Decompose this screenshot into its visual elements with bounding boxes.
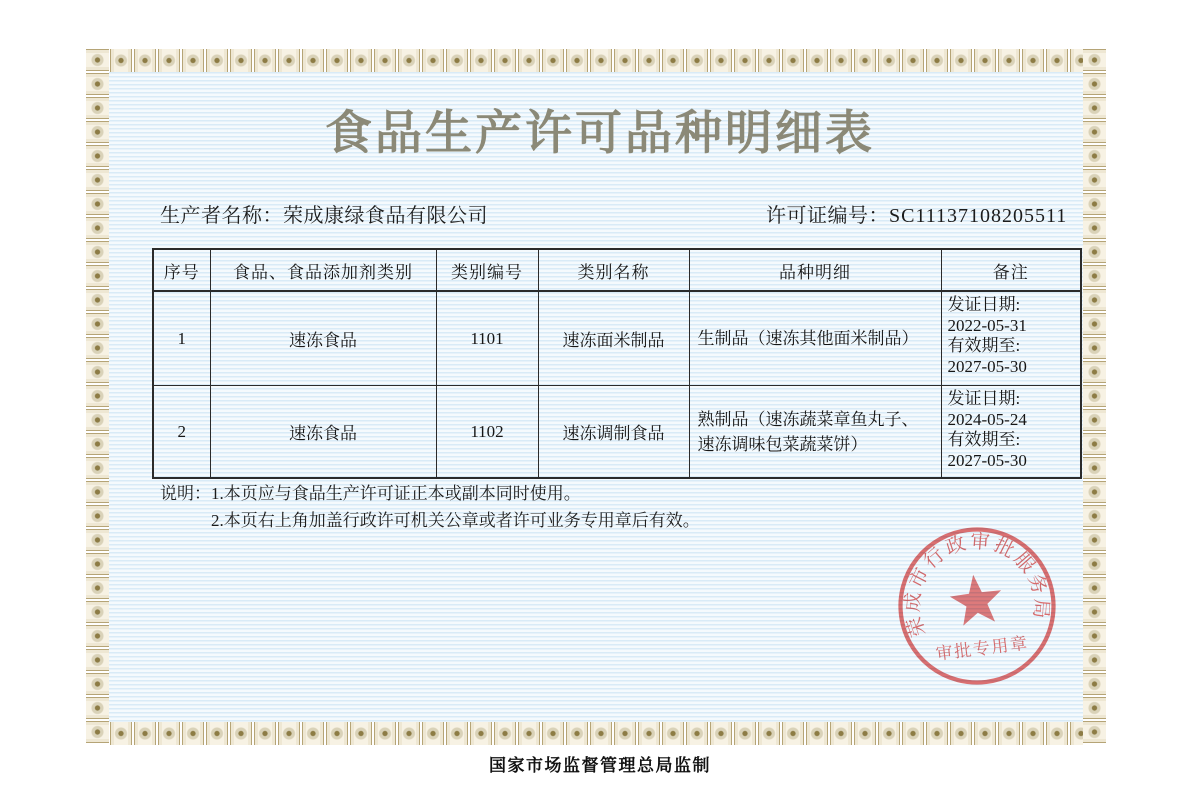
remark-line: 2027-05-30 [947, 450, 1027, 470]
remark-line: 有效期至: [947, 336, 1021, 355]
remark-line: 2024-05-24 [947, 409, 1027, 429]
col-header-remark: 备注 [941, 249, 1081, 291]
stamp-star-icon [948, 572, 1005, 627]
producer-line [160, 199, 488, 228]
license-detail-table [152, 248, 1082, 479]
decorative-border-top [86, 49, 1106, 72]
remark-line: 发证日期: [947, 389, 1021, 408]
license-value: SC11137108205511 [889, 205, 1068, 227]
cell-seq: 2 [153, 386, 210, 479]
decorative-border-bottom [86, 722, 1106, 745]
col-header-seq: 序号 [153, 249, 210, 291]
official-stamp [892, 521, 1062, 691]
stamp-center-text: 审批专用章 [934, 633, 1030, 664]
remark-line: 2022-05-31 [947, 315, 1027, 335]
remark-line: 发证日期: [947, 295, 1021, 314]
note-line-1: 1.本页应与食品生产许可证正本或副本同时使用。 [211, 484, 581, 503]
cell-remark [941, 291, 1081, 386]
footer-text: 国家市场监督管理总局监制 [489, 756, 711, 775]
remark-line: 2027-05-30 [947, 356, 1027, 376]
cell-seq: 1 [153, 291, 210, 386]
cell-code: 1102 [436, 386, 538, 479]
license-number-line [766, 199, 1067, 228]
cell-remark [941, 386, 1081, 479]
table-header-row [153, 249, 1081, 291]
col-header-code: 类别编号 [436, 249, 538, 291]
cell-name: 速冻调制食品 [538, 386, 689, 479]
cell-detail: 熟制品（速冻蔬菜章鱼丸子、速冻调味包菜蔬菜饼） [689, 386, 941, 479]
cell-code: 1101 [436, 291, 538, 386]
table-row [153, 386, 1081, 479]
remark-line: 有效期至: [947, 430, 1021, 449]
stamp-arc-text: 荣成市行政审批服务局 [902, 531, 1052, 640]
producer-value: 荣成康绿食品有限公司 [283, 205, 488, 227]
license-label: 许可证编号： [766, 205, 889, 227]
cell-category: 速冻食品 [210, 386, 436, 479]
notes-label: 说明： [160, 484, 211, 503]
col-header-name: 类别名称 [538, 249, 689, 291]
producer-label: 生产者名称： [160, 205, 283, 227]
page-title: 食品生产许可品种明细表 [325, 108, 875, 160]
col-header-detail: 品种明细 [689, 249, 941, 291]
notes-block [160, 480, 700, 534]
table-row [153, 291, 1081, 386]
cell-category: 速冻食品 [210, 291, 436, 386]
note-line-2: 2.本页右上角加盖行政许可机关公章或者许可业务专用章后有效。 [211, 511, 700, 530]
cell-name: 速冻面米制品 [538, 291, 689, 386]
cell-detail: 生制品（速冻其他面米制品） [689, 291, 941, 386]
col-header-category: 食品、食品添加剂类别 [210, 249, 436, 291]
